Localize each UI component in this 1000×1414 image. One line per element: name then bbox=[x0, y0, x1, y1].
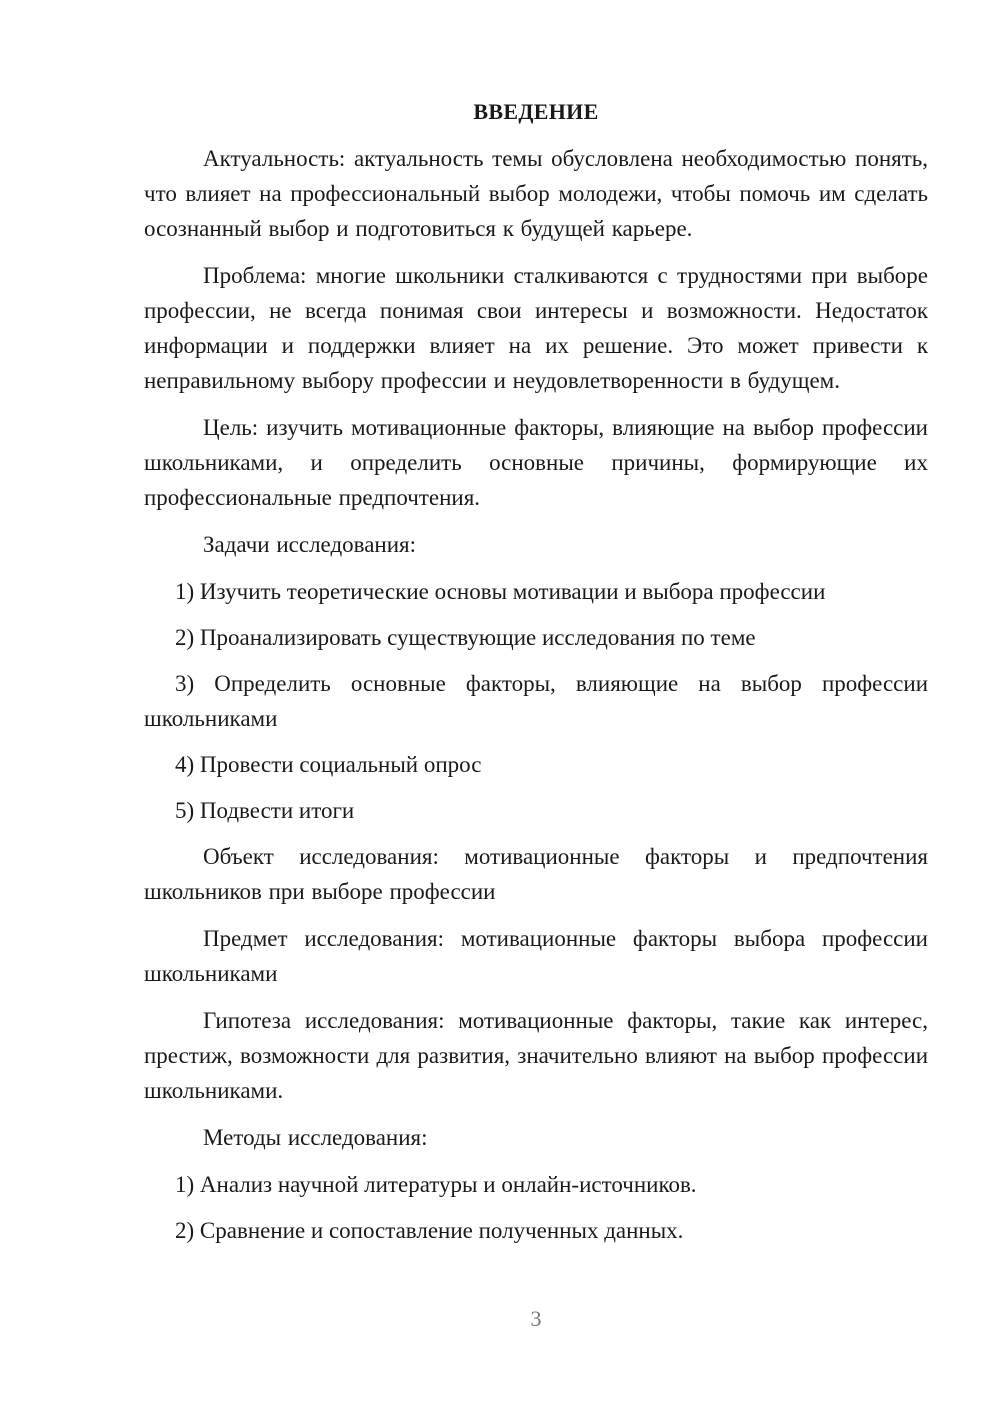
goal-paragraph: Цель: изучить мотивационные факторы, влияющие на выбор профессии школьниками, и определить основные причины, формирующие их профессиональные предпочтения. bbox=[144, 415, 928, 510]
task-item-1: 1) Изучить теоретические основы мотивации и выбора профессии bbox=[175, 579, 826, 604]
page-number: 3 bbox=[530, 1306, 542, 1331]
method-item-1: 1) Анализ научной литературы и онлайн-источников. bbox=[175, 1172, 697, 1197]
method-item-2: 2) Сравнение и сопоставление полученных данных. bbox=[175, 1218, 684, 1243]
subject-paragraph: Предмет исследования: мотивационные факторы выбора профессии школьниками bbox=[144, 926, 928, 986]
task-item-5: 5) Подвести итоги bbox=[175, 798, 355, 823]
section-title: ВВЕДЕНИЕ bbox=[473, 99, 599, 124]
page-content bbox=[144, 94, 928, 1259]
object-paragraph: Объект исследования: мотивационные факторы и предпочтения школьников при выборе профессии bbox=[144, 844, 928, 904]
hypothesis-paragraph: Гипотеза исследования: мотивационные факторы, такие как интерес, престиж, возможности для развития, значительно влияют на выбор профессии школьниками. bbox=[144, 1008, 928, 1103]
task-item-4: 4) Провести социальный опрос bbox=[175, 752, 482, 777]
problem-paragraph: Проблема: многие школьники сталкиваются с трудностями при выборе профессии, не всегда понимая свои интересы и возможности. Недостаток информации и поддержки влияет на их решение. Это может привести к неправильному выбору профессии и неудовлетворенности в будущем. bbox=[144, 263, 928, 393]
task-item-2: 2) Проанализировать существующие исследования по теме bbox=[175, 625, 756, 650]
relevance-paragraph: Актуальность: актуальность темы обусловлена необходимостью понять, что влияет на профессиональный выбор молодежи, чтобы помочь им сделать осознанный выбор и подготовиться к будущей карьере. bbox=[144, 146, 928, 241]
task-item-3: 3) Определить основные факторы, влияющие на выбор профессии школьниками bbox=[144, 671, 928, 731]
tasks-heading: Задачи исследования: bbox=[203, 532, 417, 557]
methods-heading: Методы исследования: bbox=[203, 1125, 428, 1150]
